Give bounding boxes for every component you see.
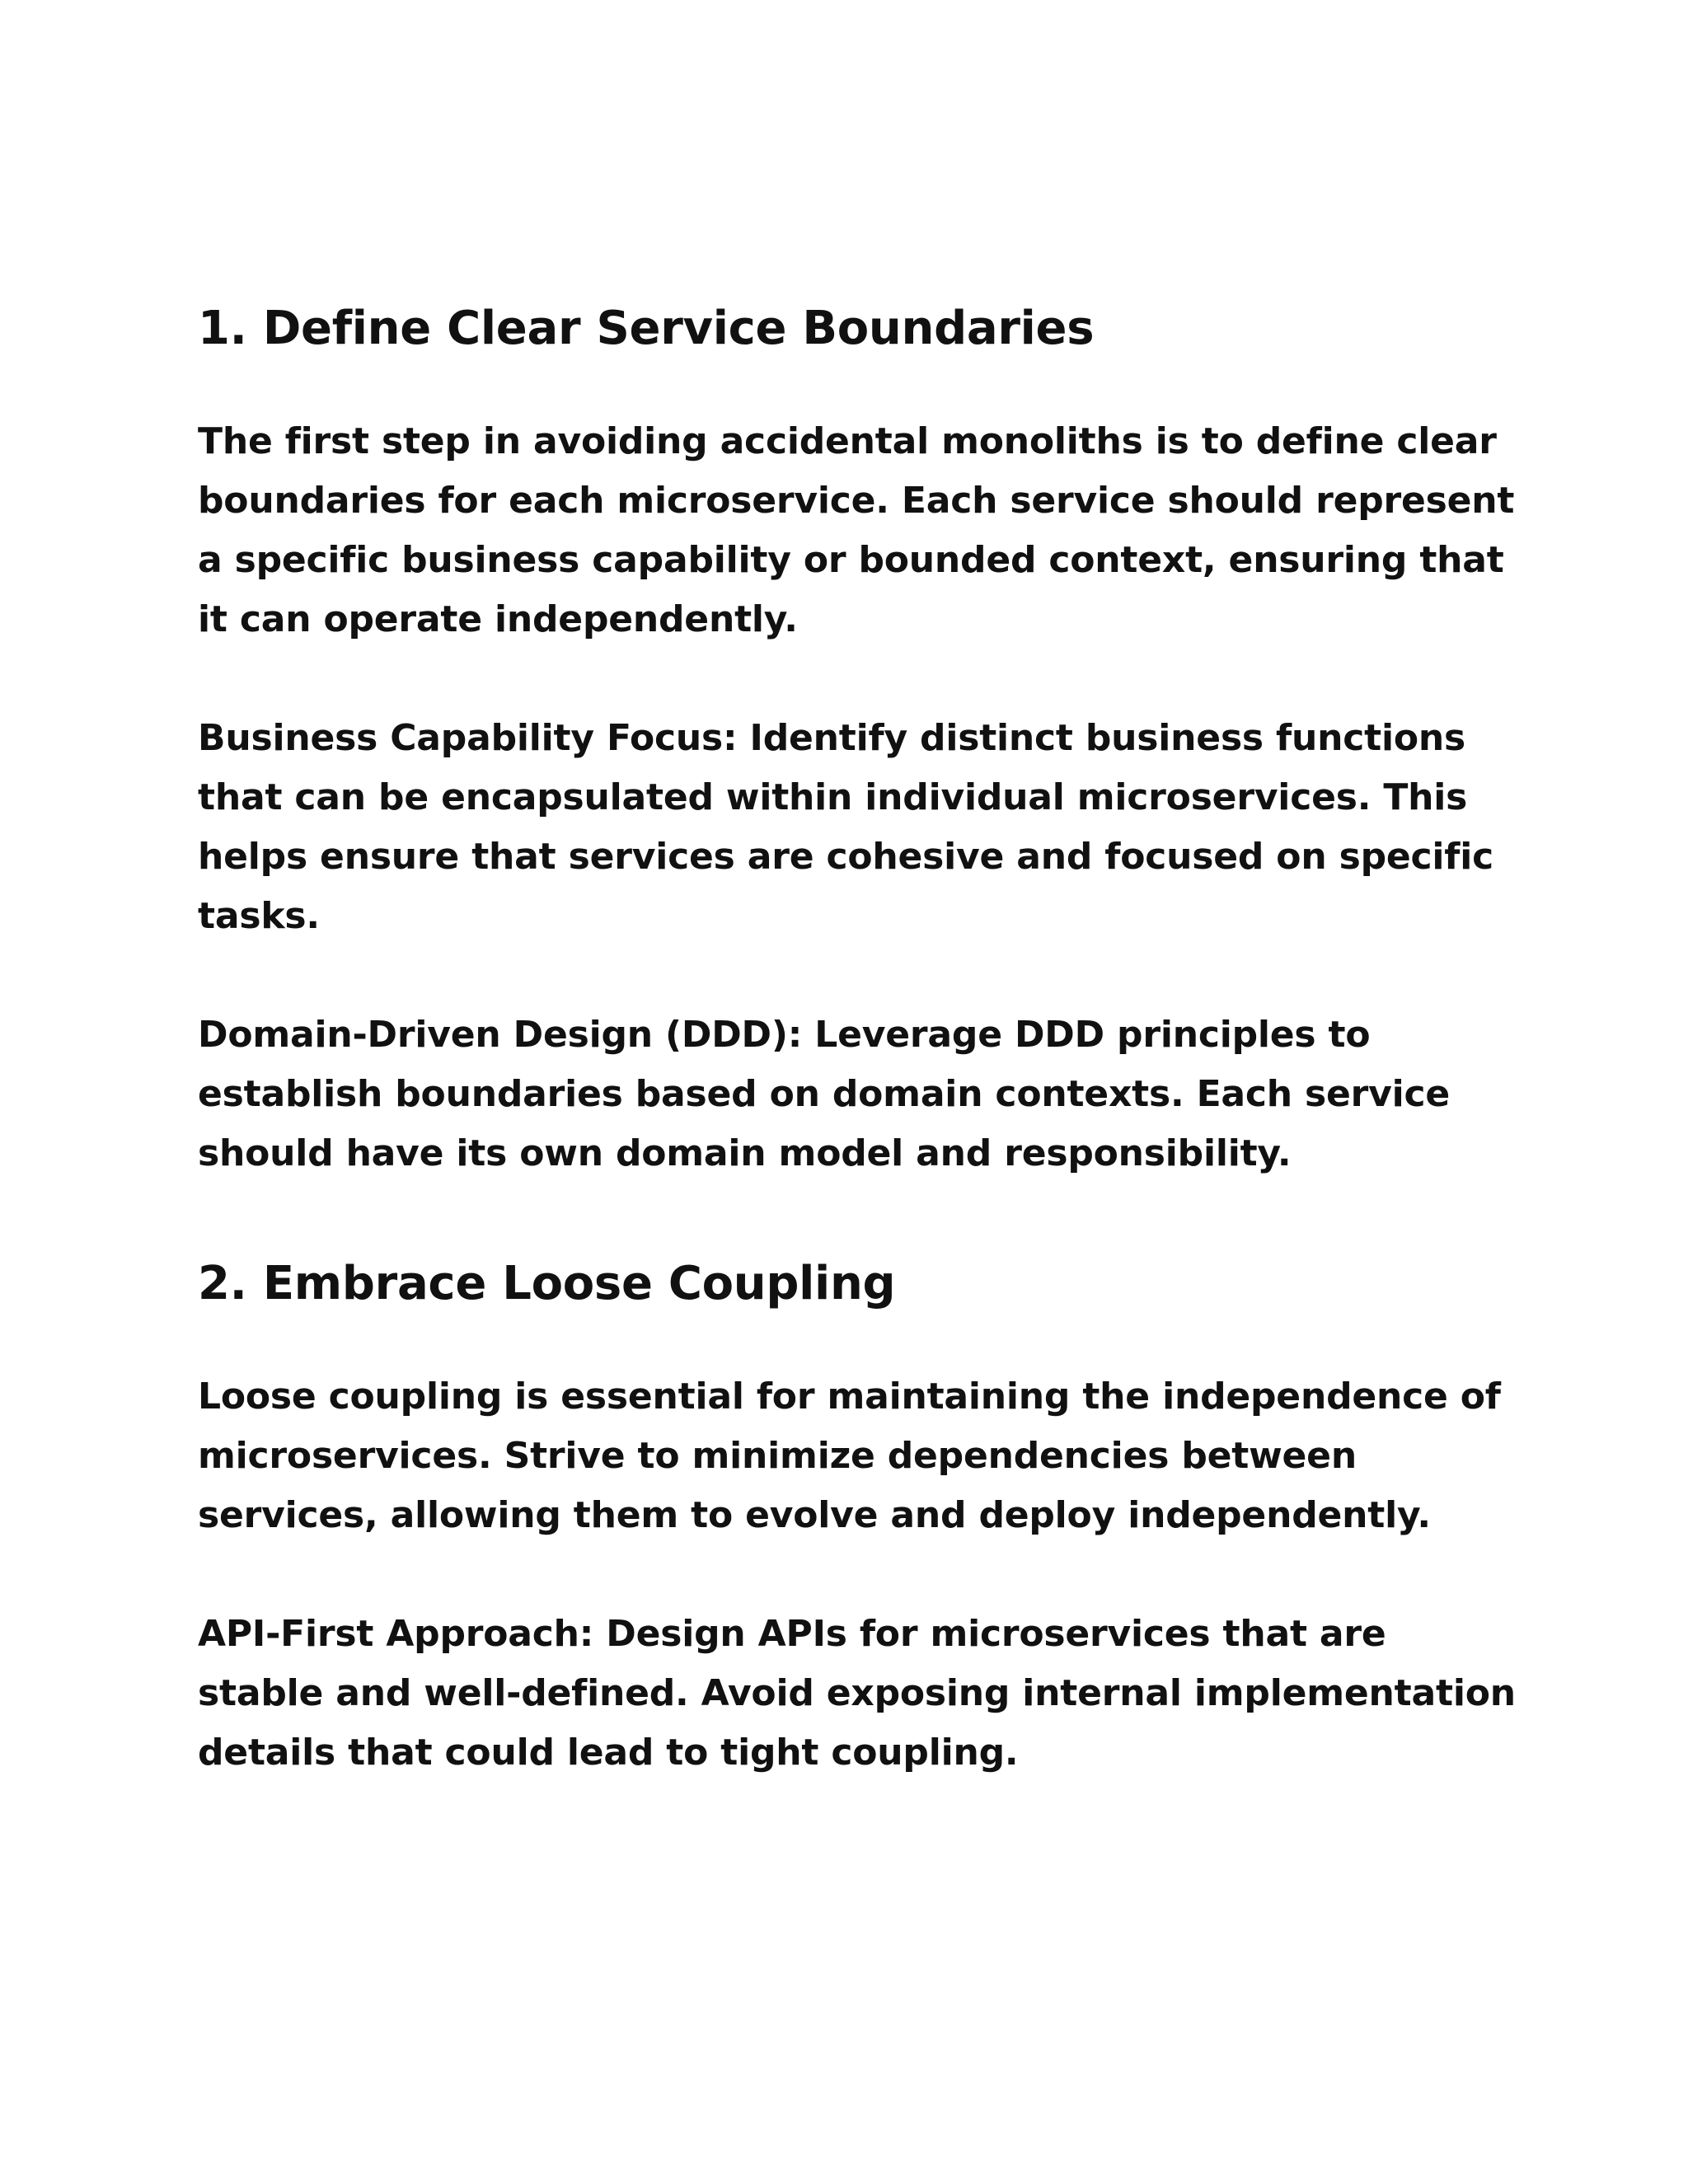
section-heading: 2. Embrace Loose Coupling [198, 1257, 896, 1311]
paragraph: The first step in avoiding accidental monoliths is to define clear boundaries for each microservice. Each service should represent a specific business capability or bounded context, ensuring that it can operate independently. [198, 420, 1515, 641]
paragraph: Domain-Driven Design (DDD): Leverage DDD principles to establish boundaries based on domain contexts. Each service should have its own domain model and responsibility. [198, 1014, 1451, 1175]
paragraph: Business Capability Focus: Identify distinct business functions that can be encapsulated within individual microservices. This helps ensure that services are cohesive and focused on specific tasks. [198, 717, 1493, 938]
section-service-boundaries [198, 301, 1517, 1183]
section-loose-coupling [198, 1256, 1517, 1783]
paragraph: API-First Approach: Design APIs for microservices that are stable and well-defined. Avoid exposing internal implementation details that could lead to tight coupling. [198, 1613, 1516, 1774]
paragraph: Loose coupling is essential for maintaining the independence of microservices. Strive to minimize dependencies between services, allowing them to evolve and deploy independently. [198, 1376, 1501, 1537]
section-heading: 1. Define Clear Service Boundaries [198, 302, 1095, 355]
document-page [198, 301, 1517, 1783]
